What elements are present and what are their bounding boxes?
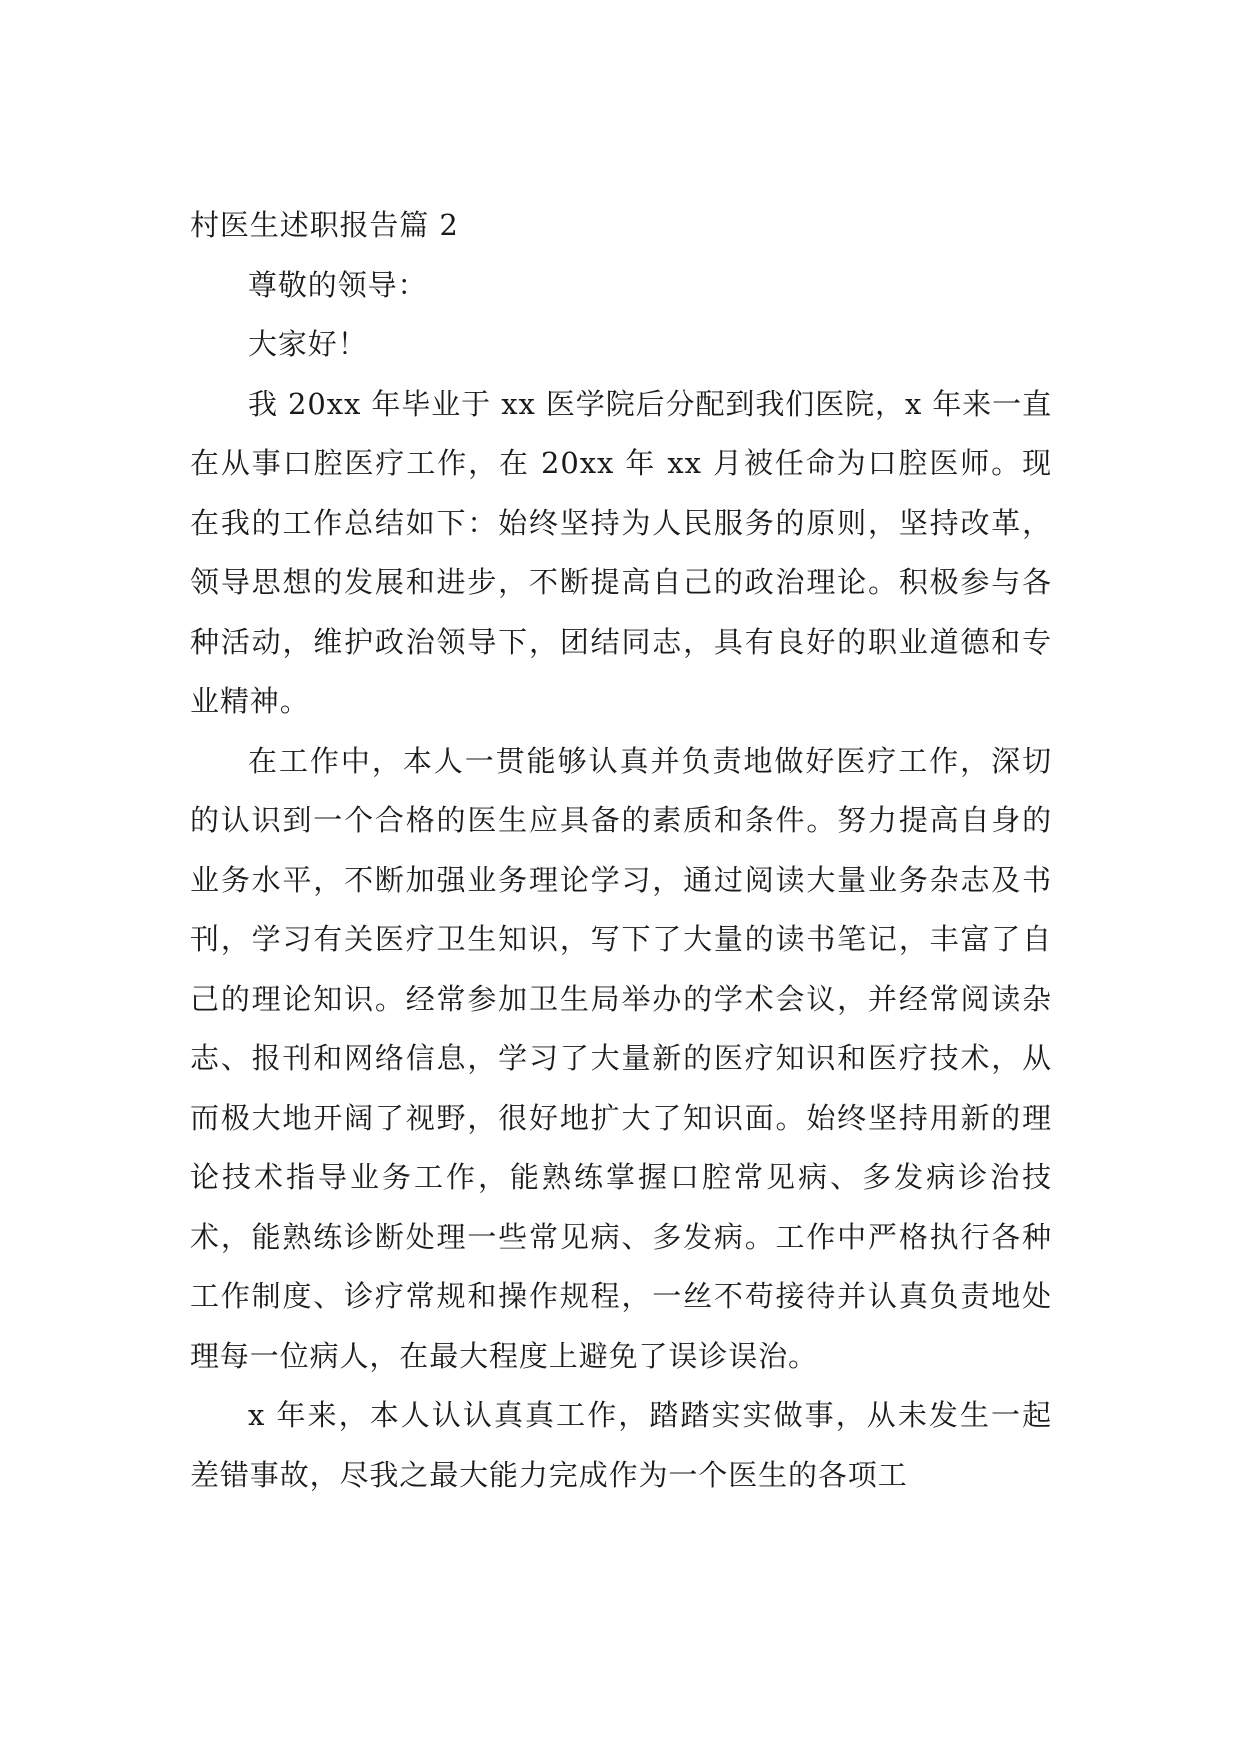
document-title: 村医生述职报告篇 2 bbox=[190, 208, 459, 242]
paragraph-1: 我 20xx 年毕业于 xx 医学院后分配到我们医院，x 年来一直在从事口腔医疗工作，在 20xx 年 xx 月被任命为口腔医师。现在我的工作总结如下：始终坚持为人民服务的原则，坚持改革，领导思想的发展和进步，不断提高自己的政治理论。积极参与各种活动，维护政治领导下，团结同志，具有良好的职业道德和专业精神。 bbox=[190, 386, 1052, 718]
document-body bbox=[190, 196, 1052, 1505]
salutation: 尊敬的领导： bbox=[248, 267, 428, 302]
paragraph-2: 在工作中，本人一贯能够认真并负责地做好医疗工作，深切的认识到一个合格的医生应具备的素质和条件。努力提高自身的业务水平，不断加强业务理论学习，通过阅读大量业务杂志及书刊，学习有关医疗卫生知识，写下了大量的读书笔记，丰富了自己的理论知识。经常参加卫生局举办的学术会议，并经常阅读杂志、报刊和网络信息，学习了大量新的医疗知识和医疗技术，从而极大地开阔了视野，很好地扩大了知识面。始终坚持用新的理论技术指导业务工作，能熟练掌握口腔常见病、多发病诊治技术，能熟练诊断处理一些常见病、多发病。工作中严格执行各种工作制度、诊疗常规和操作规程，一丝不苟接待并认真负责地处理每一位病人，在最大程度上避免了误诊误治。 bbox=[190, 743, 1052, 1373]
paragraph-3: x 年来，本人认认真真工作，踏踏实实做事，从未发生一起差错事故，尽我之最大能力完成作为一个医生的各项工 bbox=[190, 1398, 1052, 1492]
greeting: 大家好！ bbox=[248, 327, 368, 361]
